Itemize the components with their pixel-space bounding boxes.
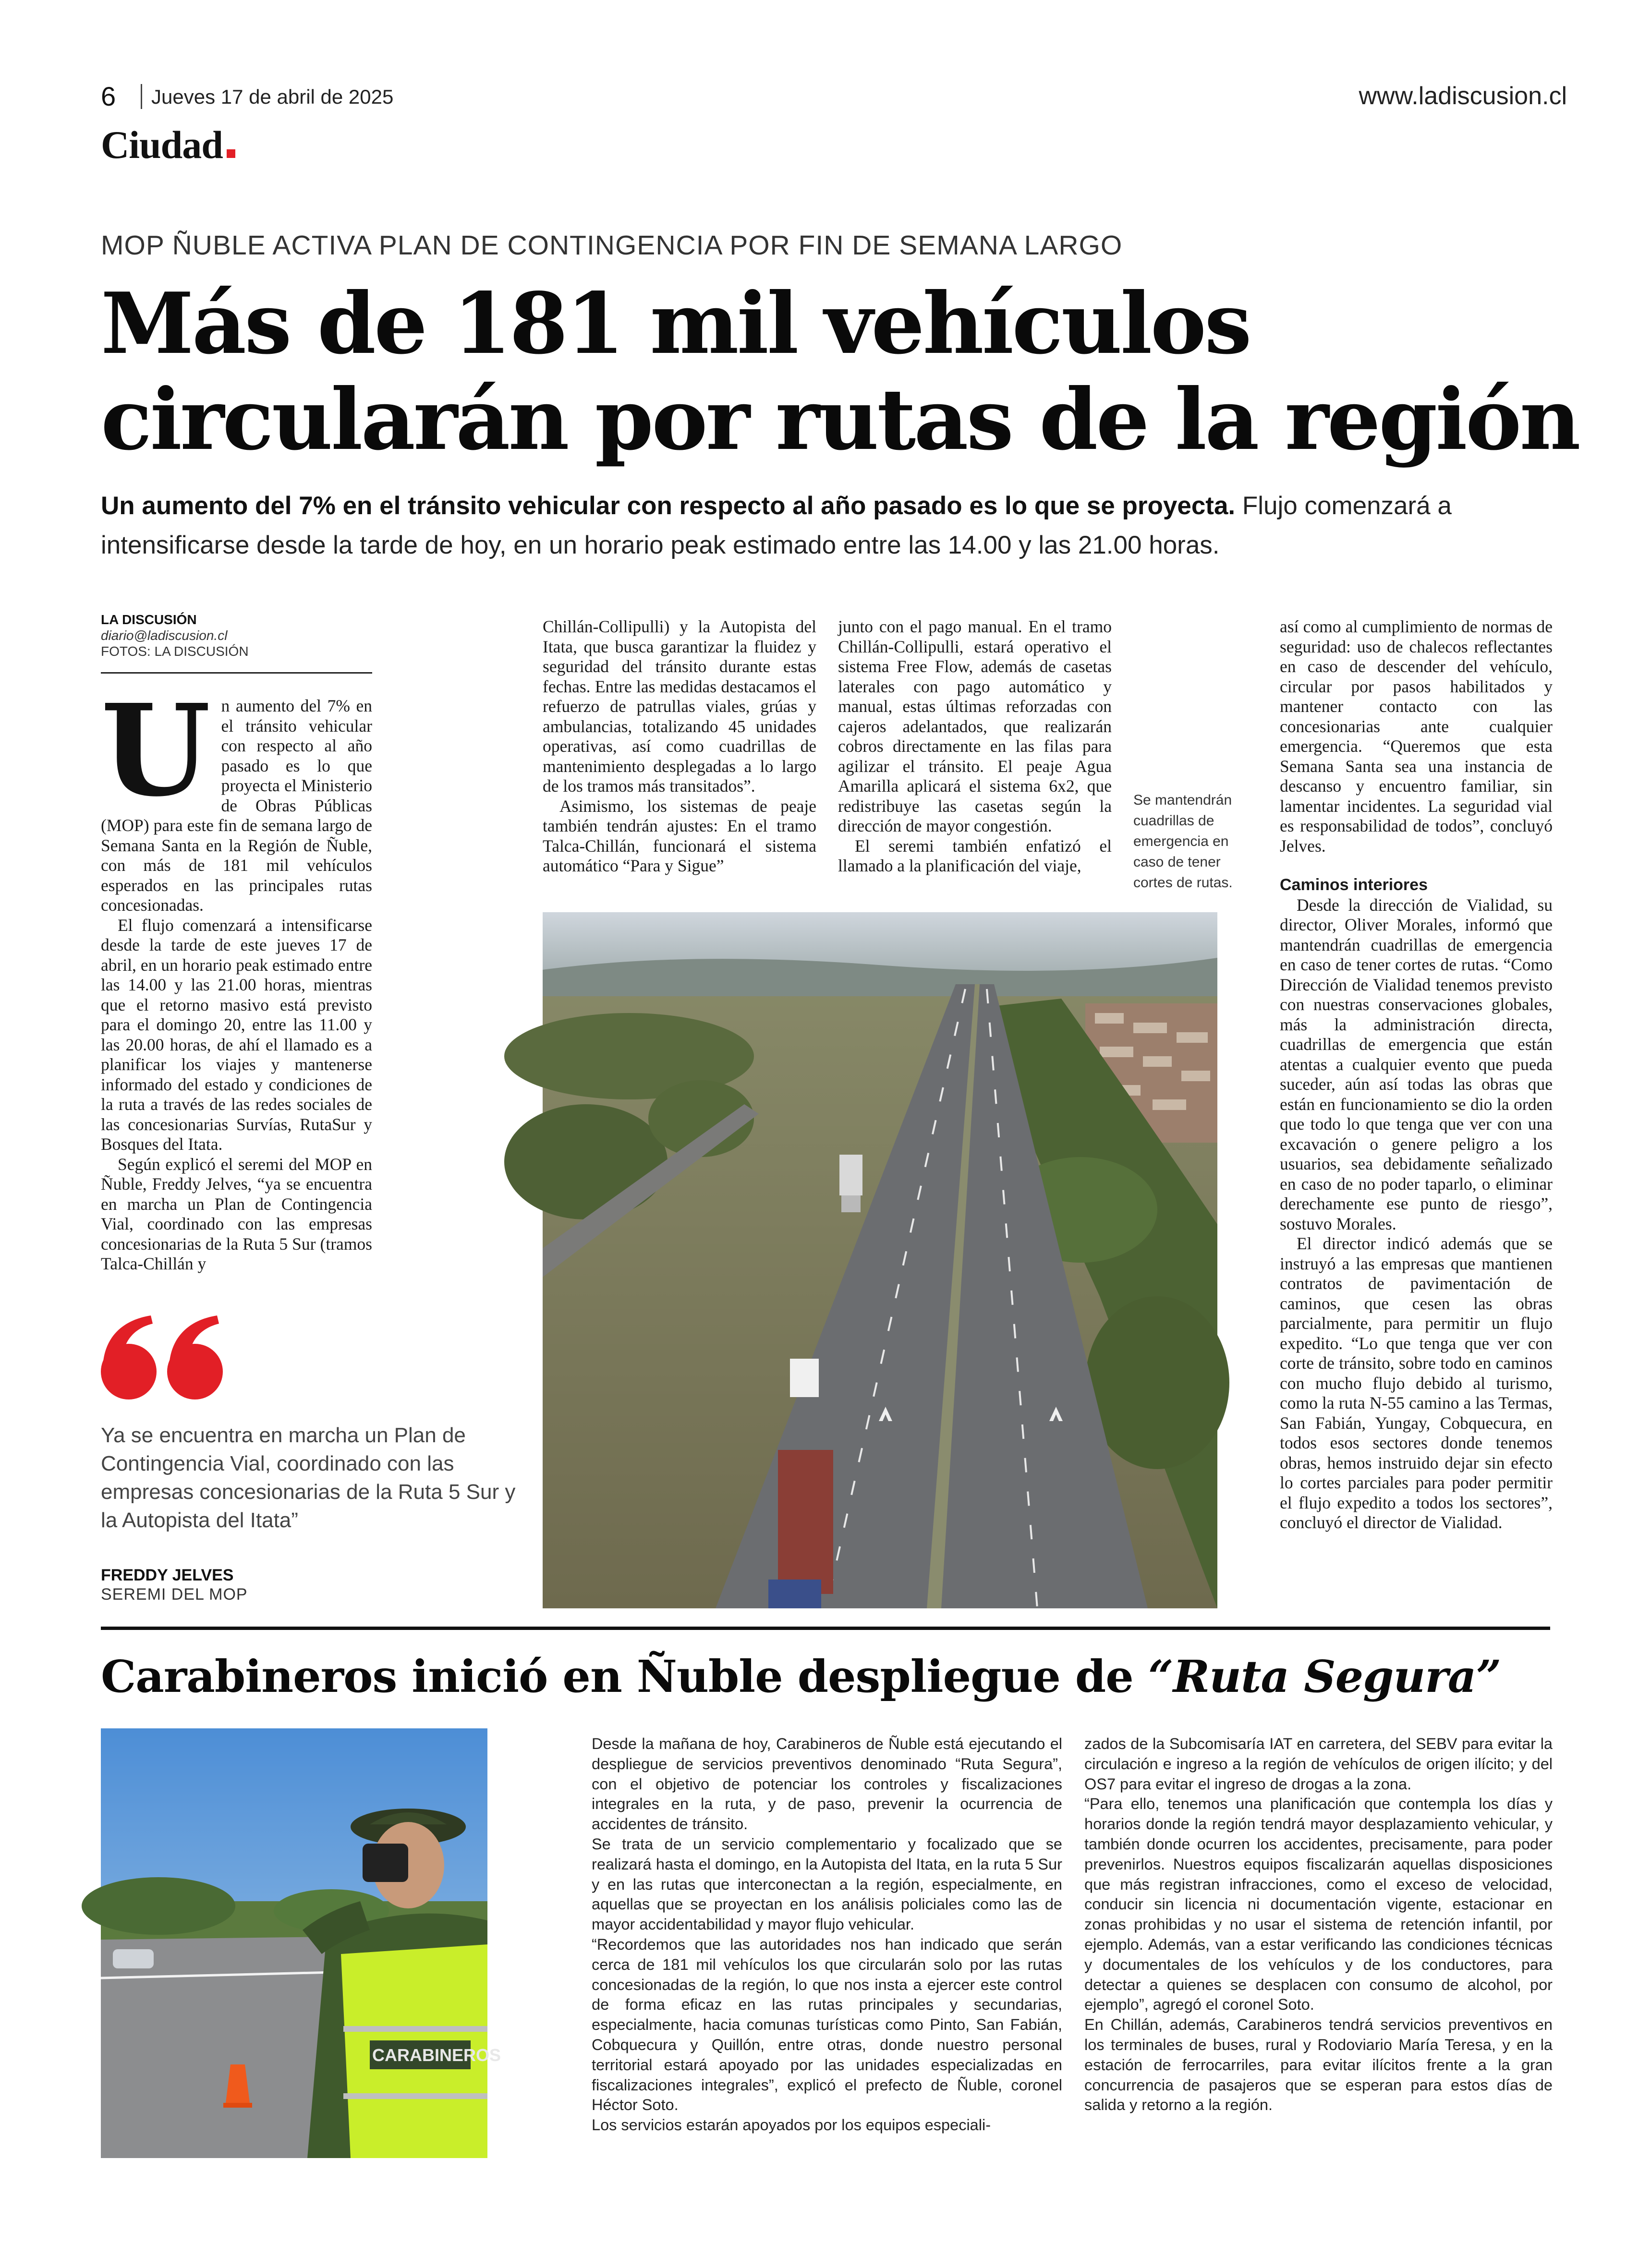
section-label: Ciudad xyxy=(101,123,223,167)
headline-line-1: Más de 181 mil vehículos xyxy=(101,275,1250,373)
quote-author-role: SEREMI DEL MOP xyxy=(101,1585,248,1604)
paragraph: Según explicó el seremi del MOP en Ñuble, Freddy Jelves, “ya se encuentra en marcha un Plan de Contingencia Vial, coordinado con las empresas concesionarias de la Ruta 5 Sur (tramos Talca-Chillán y xyxy=(101,1154,372,1273)
deck-rest: Flujo comenzará a intensificarse desde la tarde de hoy, en un horario peak estimado entre las 14.00 y las 21.00 horas. xyxy=(101,492,1452,559)
paragraph: El flujo comenzará a intensificarse desde la tarde de este jueves 17 de abril, en un horario peak estimado entre las 14.00 y las 21.00 horas, mientras que el retorno masivo está previsto para el domingo 20, entre las 11.00 y las 20.00 horas, de ahí el llamado es a planificar los viajes y mantenerse informado del estado y condiciones de la ruta a través de las redes sociales de las concesionarias Survías, RutaSur y Bosques del Itata. xyxy=(101,915,372,1154)
section-divider xyxy=(101,1627,1550,1630)
paragraph: El director indicó además que se instruyó a las empresas que mantienen contratos de pavimentación de caminos, que cesen las obras parcialmente, para permitir un flujo expedito. “Lo que tenga que ver con corte de tránsito, sobre todo en caminos con mucho flujo debido al turismo, como la ruta N-55 camino a las Termas, San Fabián, Yungay, Cobquecura, en todos esos sectores donde tenemos obras, hemos instruido dejar sin efecto lo cortes parciales para poder permitir el flujo expedito a todos los sectores”, concluyó el director de Vialidad. xyxy=(1280,1234,1553,1532)
paragraph: “Para ello, tenemos una planificación que contempla los días y horarios donde la región tendrá mayor desplazamiento vehicular, y también donde ocurren los accidentes, precisamente, para poder prevenirlos. Nuestros equipos fiscalizarán aquellas disposiciones que más registran infracciones, como el exceso de velocidad, conducir sin licencia ni documentación vigente, estacionar en zonas prohibidas y no usar el sistema de retención infantil, por ejemplo. Además, van a estar verificando las condiciones técnicas y documentales de los vehículos y de los conductores, para detectar a quienes se desplacen con consumo de alcohol, por ejemplo”, agregó el coronel Soto. xyxy=(1084,1795,1553,2014)
paragraph: n aumento del 7% en el tránsito vehicular con respecto al año pasado es lo que proyecta el Ministerio de Obras Públicas (MOP) para este fin de semana largo de Semana Santa en la Región de Ñuble, con más de 181 mil vehículos esperados en las principales rutas concesionadas. xyxy=(101,696,372,915)
carabinero-photo xyxy=(101,1728,501,2158)
article2-headline xyxy=(101,1648,1501,1705)
vest-label: CARABINEROS xyxy=(372,2045,501,2065)
paragraph: Chillán-Collipulli) y la Autopista del Itata, que busca garantizar la fluidez y seguridad del tránsito durante estas fechas. Entre las medidas destacamos el refuerzo de patrullas viales, grúas y ambulancias, totalizando 45 unidades operativas, así como cuadrillas de mantenimiento desplegadas a lo largo de los tramos más transitados”. xyxy=(543,617,816,796)
paragraph: Se trata de un servicio complementario y focalizado que se realizará hasta el domingo, en la Autopista del Itata, en la ruta 5 Sur y en las rutas que interconectan a la región, especialmente, en aquellas que se proyectan en los análisis policiales como las de mayor accidentabilidad y mayor flujo vehicular. xyxy=(592,1835,1062,1933)
quote-author: FREDDY JELVES xyxy=(101,1566,234,1584)
paragraph: El seremi también enfatizó el llamado a la planificación del viaje, xyxy=(838,836,1112,875)
quote-mark-icon xyxy=(99,1313,229,1404)
issue-date: Jueves 17 de abril de 2025 xyxy=(151,85,394,108)
byline-email[interactable]: diario@ladiscusion.cl xyxy=(101,628,228,643)
website-link[interactable]: www.ladiscusion.cl xyxy=(1359,82,1567,110)
body-column-4 xyxy=(1280,617,1553,1533)
drop-cap: U xyxy=(101,676,211,824)
body-column-1 xyxy=(101,676,372,1274)
paragraph: “Recordemos que las autoridades nos han indicado que serán cerca de 181 mil vehículos los que circularán solo por las rutas concesionadas de la región, lo que nos insta a ejercer este control de forma eficaz en las rutas principales y secundarias, especialmente, hacia comunas turísticas como Pinto, San Fabián, Cobquecura y Quillón, entre otras, donde nuestro personal territorial estará apoyado por las unidades especializadas en fiscalizaciones integrales”, explicó el prefecto de Ñuble, coronel Héctor Soto. xyxy=(592,1935,1062,2114)
headline2-italic: “Ruta Segura” xyxy=(1148,1651,1501,1702)
paragraph: En Chillán, además, Carabineros tendrá servicios preventivos en los terminales de buses, rural y Rodoviario María Teresa, y en la estación de ferrocarriles, para evitar ilícitos frente a la gran concurrencia de pasajeros que se esperan para estos días de salida y retorno a la región. xyxy=(1084,2016,1553,2114)
highway-photo-illustration xyxy=(543,912,1217,1608)
page-number: 6 xyxy=(101,81,116,111)
paragraph: Desde la dirección de Vialidad, su director, Oliver Morales, informó que mantendrán cuadrillas de emergencia en caso de tener cortes de rutas. “Como Dirección de Vialidad tenemos previsto con nuestras conservaciones globales, más la administración directa, cuadrillas de emergencia que están atentas a cualquier evento que pueda suceder, aún así todas las obras que están en funcionamiento se dio la orden que todo lo que tenga que ver con una excavación o genere peligro a los usuarios, sea debidamente señalizado en caso de no poder taparlo, o eliminar derechamente ese punto de riesgo”, sostuvo Morales. xyxy=(1280,895,1553,1233)
header-separator xyxy=(141,84,142,109)
headline2-start: Carabineros inició en Ñuble despliegue de xyxy=(101,1651,1148,1702)
paragraph: Los servicios estarán apoyados por los equipos especiali- xyxy=(592,2116,991,2134)
carabinero-photo-illustration xyxy=(101,1728,501,2158)
pull-quote-text: Ya se encuentra en marcha un Plan de Contingencia Vial, coordinado con las empresas concesionarias de la Ruta 5 Sur y la Autopista del Itata” xyxy=(101,1424,516,1532)
body-column-3 xyxy=(838,617,1112,876)
paragraph: Asimismo, los sistemas de peaje también tendrán ajustes: En el tramo Talca-Chillán, funcionará el sistema automático “Para y Sigue” xyxy=(543,796,816,875)
photo-caption: Se mantendrán cuadrillas de emergencia en caso de tener cortes de rutas. xyxy=(1133,792,1233,891)
highway-aerial-photo xyxy=(543,912,1217,1608)
article-deck xyxy=(101,486,1566,565)
byline-photos: FOTOS: LA DISCUSIÓN xyxy=(101,644,249,659)
paragraph: Desde la mañana de hoy, Carabineros de Ñuble está ejecutando el despliegue de servicios preventivos denominado “Ruta Segura”, con el objetivo de potenciar los controles y fiscalizaciones integrales en la ruta, y de paso, prevenir la ocurrencia de accidentes de tránsito. xyxy=(592,1735,1062,1833)
article2-column-1 xyxy=(592,1734,1062,2135)
paragraph: así como al cumplimiento de normas de seguridad: uso de chalecos reflectantes en caso de descender del vehículo, circular por pasos habilitados y mantener contacto con las concesionarias ante cualquier emergencia. “Queremos que esta Semana Santa sea una instancia de descanso y encuentro familiar, sin lamentar incidentes. La seguridad vial es responsabilidad de todos”, concluyó Jelves. xyxy=(1280,617,1553,856)
article2-column-2 xyxy=(1084,1734,1553,2115)
byline-rule xyxy=(101,672,372,674)
article-headline xyxy=(101,276,1590,468)
paragraph: zados de la Subcomisaría IAT en carretera, del SEBV para evitar la circulación e ingreso a la región de vehículos de origen ilícito; y del OS7 para evitar el ingreso de drogas a la zona. xyxy=(1084,1735,1553,1793)
article-kicker: MOP ÑUBLE ACTIVA PLAN DE CONTINGENCIA POR FIN DE SEMANA LARGO xyxy=(101,230,1123,261)
body-column-2 xyxy=(543,617,816,876)
headline-line-2: circularán por rutas de la región xyxy=(101,371,1579,469)
section-name xyxy=(101,122,235,168)
deck-bold: Un aumento del 7% en el tránsito vehicular con respecto al año pasado es lo que se proyecta. xyxy=(101,492,1236,520)
section-dot-icon xyxy=(227,149,235,158)
byline-name: LA DISCUSIÓN xyxy=(101,612,197,627)
paragraph: junto con el pago manual. En el tramo Chillán-Collipulli, estará operativo el sistema Free Flow, además de casetas laterales con pago automático y manual, estas últimas reforzadas con cajeros adelantados, que realizarán cobros directamente en las filas para agilizar el tránsito. El peaje Agua Amarilla aplicará el sistema 6x2, que redistribuye las casetas según la dirección de mayor congestión. xyxy=(838,617,1112,835)
subheading: Caminos interiores xyxy=(1280,876,1428,894)
